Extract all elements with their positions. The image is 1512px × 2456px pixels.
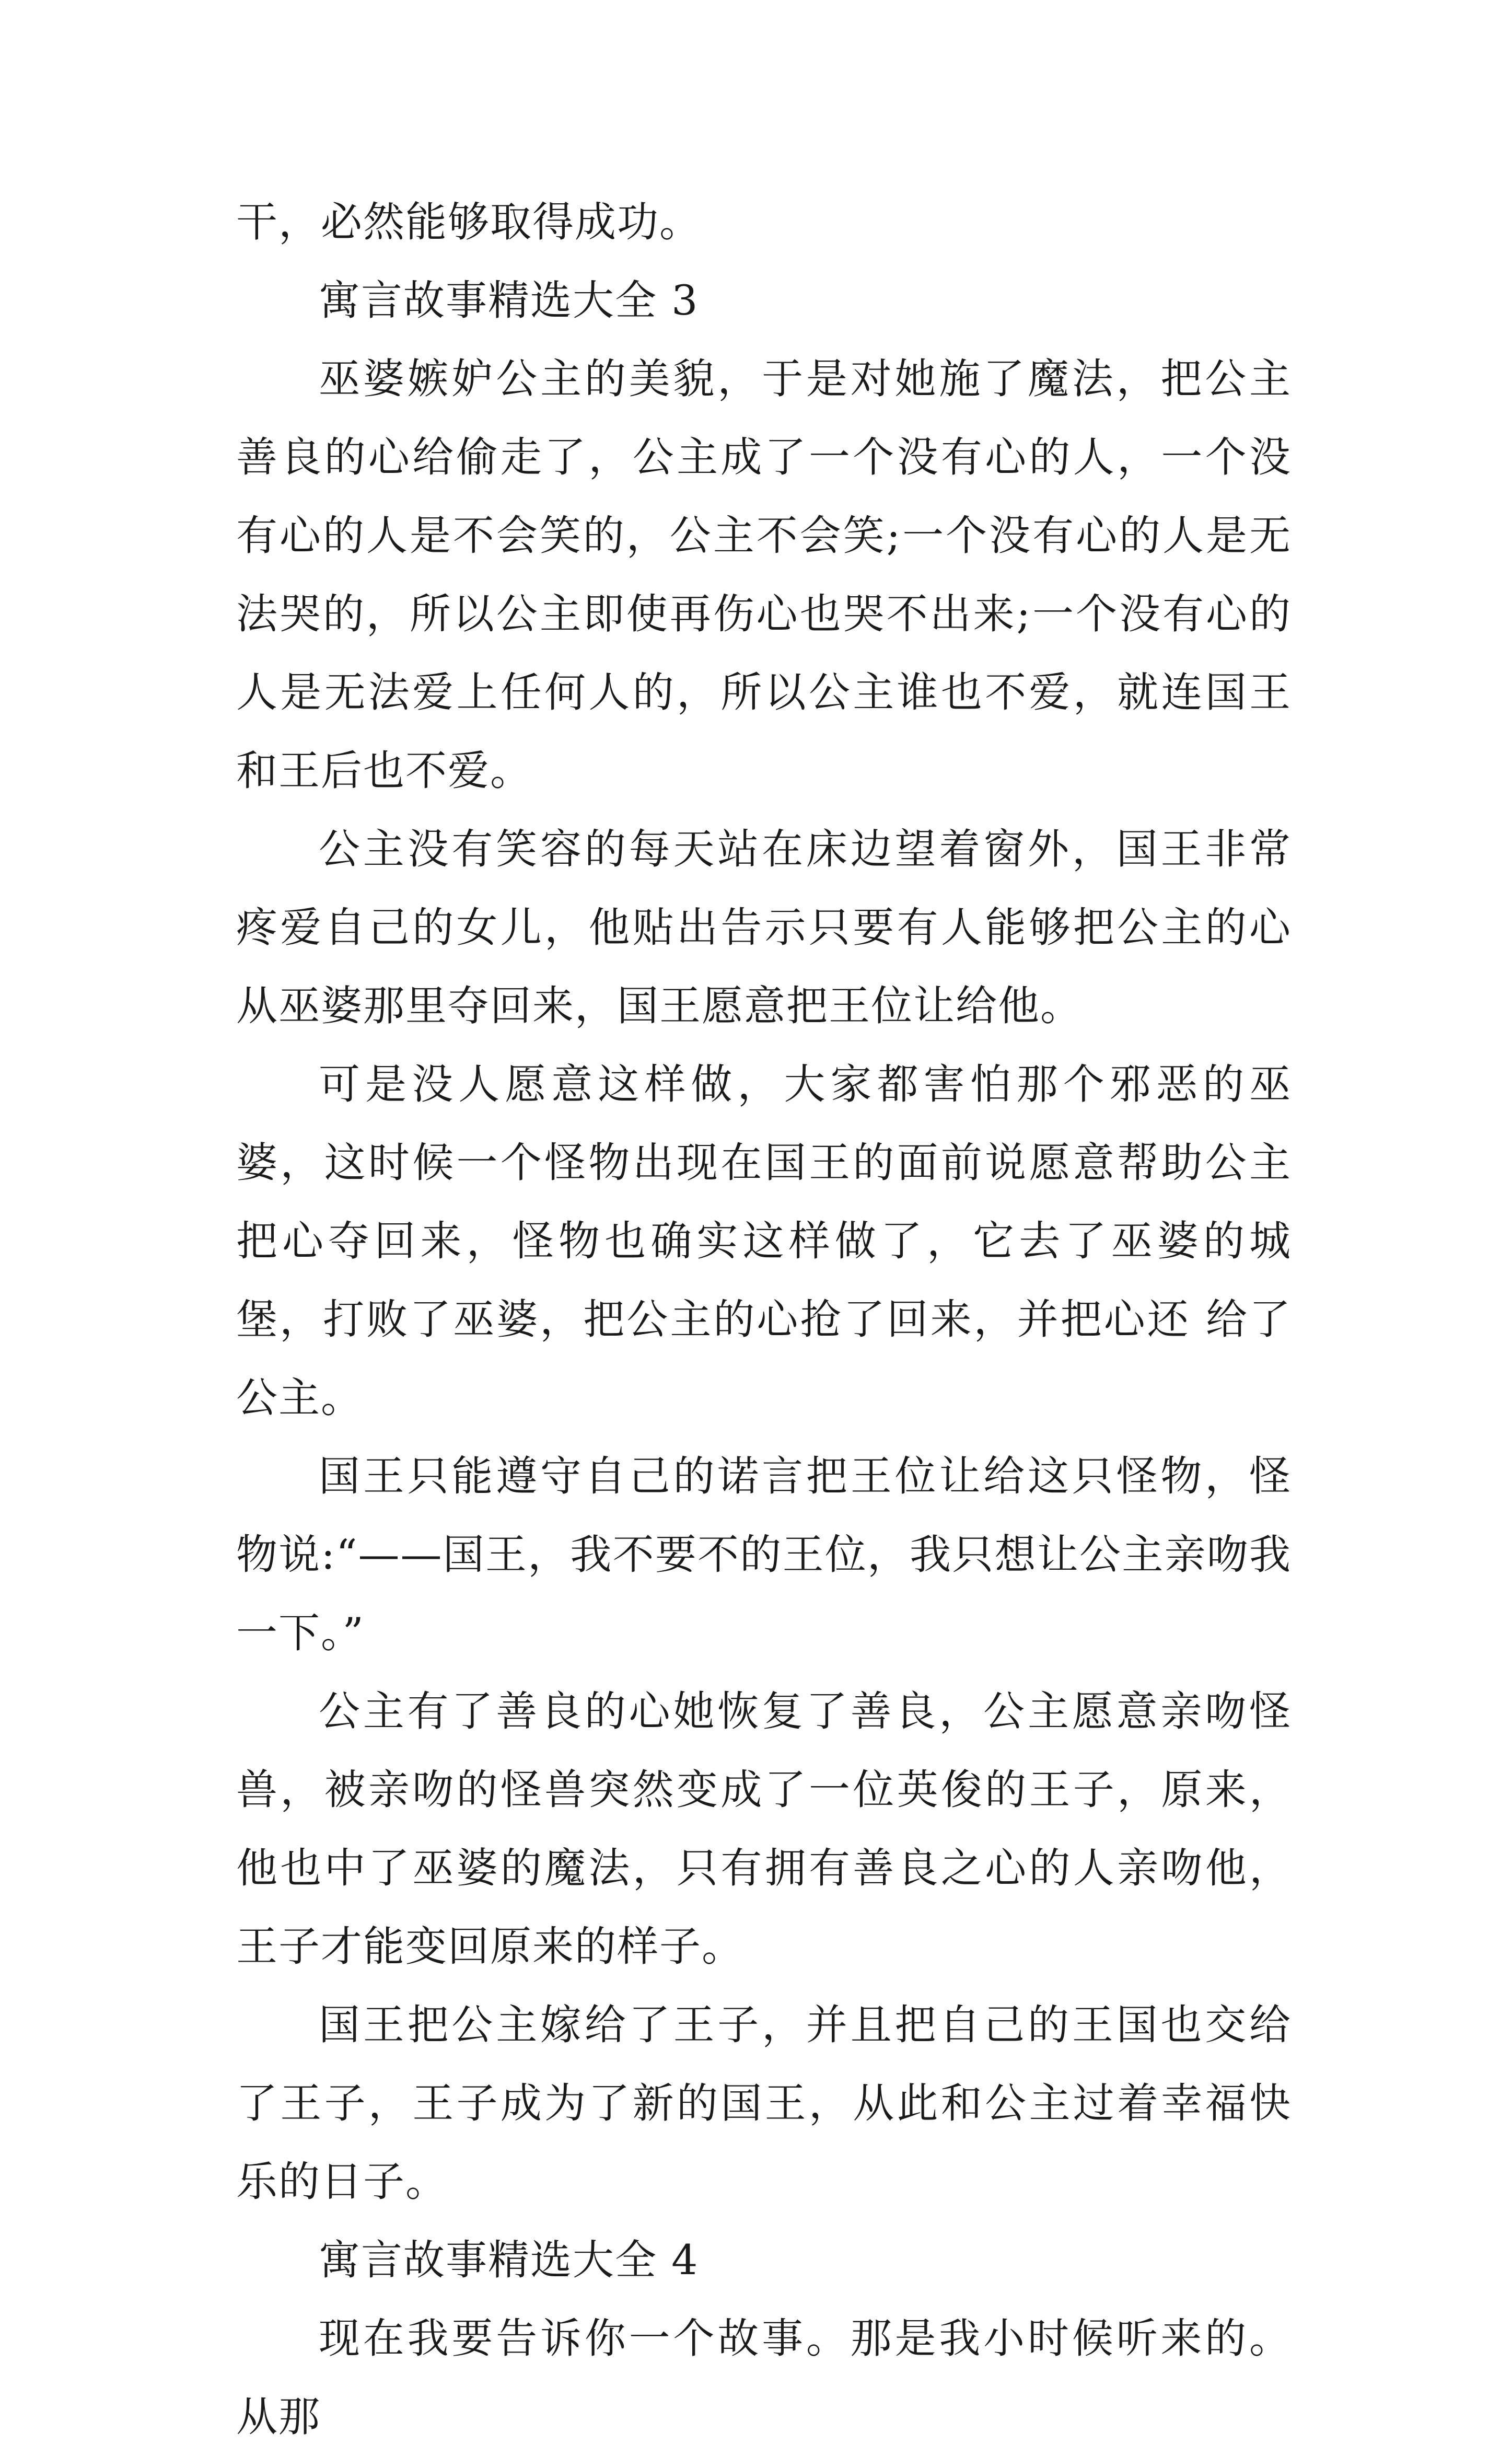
paragraph: 现在我要告诉你一个故事。那是我小时候听来的。从那 (236, 2314, 1292, 2441)
section-heading-4: 寓言故事精选大全 4 (319, 2236, 699, 2284)
document-body (236, 183, 1292, 2456)
paragraph: 可是没人愿意这样做，大家都害怕那个邪恶的巫婆，这时候一个怪物出现在国王的面前说愿意帮助公主把心夺回来，怪物也确实这样做了，它去了巫婆的城堡，打败了巫婆，把公主的心抢了回来，并把心还 给了公主。 (236, 1060, 1292, 1422)
paragraph: 公主没有笑容的每天站在床边望着窗外，国王非常疼爱自己的女儿，他贴出告示只要有人能够把公主的心从巫婆那里夺回来，国王愿意把王位让给他。 (236, 825, 1292, 1030)
paragraph-continuation: 干，必然能够取得成功。 (236, 198, 702, 246)
section-heading-3: 寓言故事精选大全 3 (319, 276, 699, 325)
paragraph: 国王把公主嫁给了王子，并且把自己的王国也交给了王子，王子成为了新的国王，从此和公主过着幸福快乐的日子。 (236, 2001, 1292, 2206)
paragraph: 公主有了善良的心她恢复了善良，公主愿意亲吻怪兽，被亲吻的怪兽突然变成了一位英俊的王子，原来，他也中了巫婆的魔法，只有拥有善良之心的人亲吻他，王子才能变回原来的样子。 (236, 1687, 1292, 1971)
paragraph: 巫婆嫉妒公主的美貌，于是对她施了魔法，把公主善良的心给偷走了，公主成了一个没有心的人，一个没有心的人是不会笑的，公主不会笑;一个没有心的人是无法哭的，所以公主即使再伤心也哭不出来;一个没有心的人是无法爱上任何人的，所以公主谁也不爱，就连国王和王后也不爱。 (236, 355, 1292, 795)
paragraph: 国王只能遵守自己的诺言把王位让给这只怪物，怪物说:“——国王，我不要不的王位，我只想让公主亲吻我一下。” (236, 1452, 1292, 1657)
